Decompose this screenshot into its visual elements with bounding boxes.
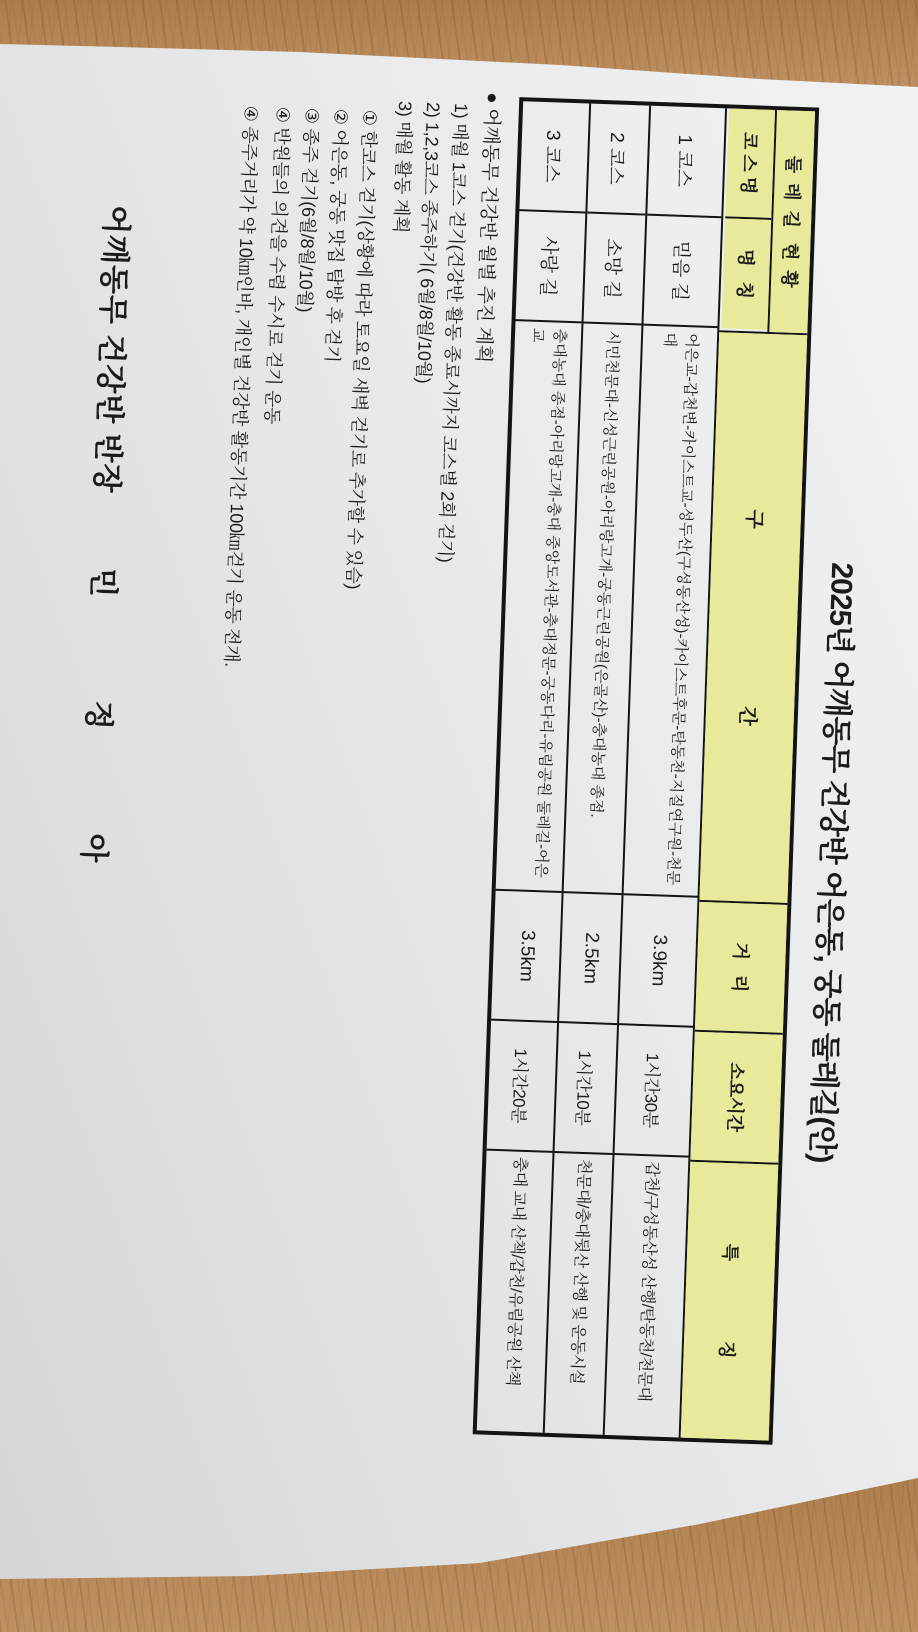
cell-section: 충대농대 종점-아리랑고개-충대 중앙도서관-충대정문-궁동다리-유림공원 둘레길-어은교 [496, 321, 582, 893]
page-title: 2025년 어깨동무 건강반 어은동, 궁동 둘레길(안) [804, 561, 859, 1164]
cell-distance: 2.5km [559, 893, 622, 1025]
cell-course: 3 코스 [519, 101, 589, 213]
table-subheader-row [721, 108, 775, 331]
cell-name: 사랑 길 [516, 211, 586, 323]
plan-sub-item: ① 한코스 걷기(상황에 따라 토요일 새벽 걷기로 추가할 수 있슴) [342, 109, 380, 590]
cell-distance: 3.9km [619, 895, 697, 1028]
header-section: 구 간 [699, 332, 807, 905]
cell-features: 천문대/충대뒷산 산행 및 운동시설 [567, 1158, 593, 1385]
cell-section: 어은교-갑천변-카이스트교-성두산(구성동산성)-카이스트후문-탄동천-지질연구원-천문대 [624, 326, 718, 898]
plan-item: 2) 1,2,3코스 종주하기( 6월/8월/10월) [413, 101, 444, 384]
monthly-plan-section [189, 83, 508, 1599]
plan-sub-item: ③ 종주 걷기(6월/8월/10월) [294, 107, 322, 313]
cell-distance: 3.5km [491, 891, 561, 1023]
header-name: 명 칭 [721, 218, 771, 330]
header-features: 특 징 [681, 1162, 779, 1441]
header-duration: 소요시간 [690, 1032, 782, 1165]
document-content [0, 53, 918, 1614]
cell-course: 2 코스 [587, 104, 649, 216]
trail-table [473, 97, 820, 1445]
cell-duration: 1시간10분 [555, 1023, 618, 1155]
signature-line: 어깨동무 건강반 반장 민 정 아 [75, 204, 132, 864]
plan-sub-item: ② 어은동, 궁동 맛집 탐방 후 걷기 [321, 108, 351, 363]
cell-features: 충대 교내 산책/갑천/유림공원 산책 [503, 1156, 529, 1387]
cell-features: 갑천/구성동산성 산행/탄동천/천문대 [635, 1161, 661, 1402]
header-course: 코 스 명 [725, 108, 775, 220]
plan-item: 3) 매월 활동 계획 [390, 100, 416, 234]
cell-section: 시민천문대-신성근린공원-아리랑고개-궁동근린공원(은골산)-충대농대 종점. [564, 323, 642, 895]
cell-name: 믿음 길 [643, 216, 721, 329]
plan-sub-item: ④ 반원들의 의견을 수렴 수시로 걷기 운동 [261, 106, 294, 425]
cell-course: 1 코스 [647, 106, 725, 219]
plan-item: 1) 매월 1코스 걷기(건강반 활동 종료시까지 코스별 2회 걷기) [435, 102, 472, 563]
plan-heading: ● 어깨동무 건강반 월별 추진 계획 [472, 91, 503, 364]
cell-duration: 1시간30분 [614, 1025, 692, 1158]
table-header-left-group [719, 108, 815, 335]
cell-duration: 1시간20분 [487, 1021, 557, 1153]
header-distance: 거 리 [695, 902, 787, 1035]
plan-sub-item: ④ 종주거리가 약 10㎞인바, 개인별 건강반 활동기간 100㎞걷기 운동 전개. [221, 105, 262, 668]
cell-name: 소망 길 [583, 214, 645, 326]
header-trail-status: 둘 레 길 현 황 [767, 110, 815, 333]
